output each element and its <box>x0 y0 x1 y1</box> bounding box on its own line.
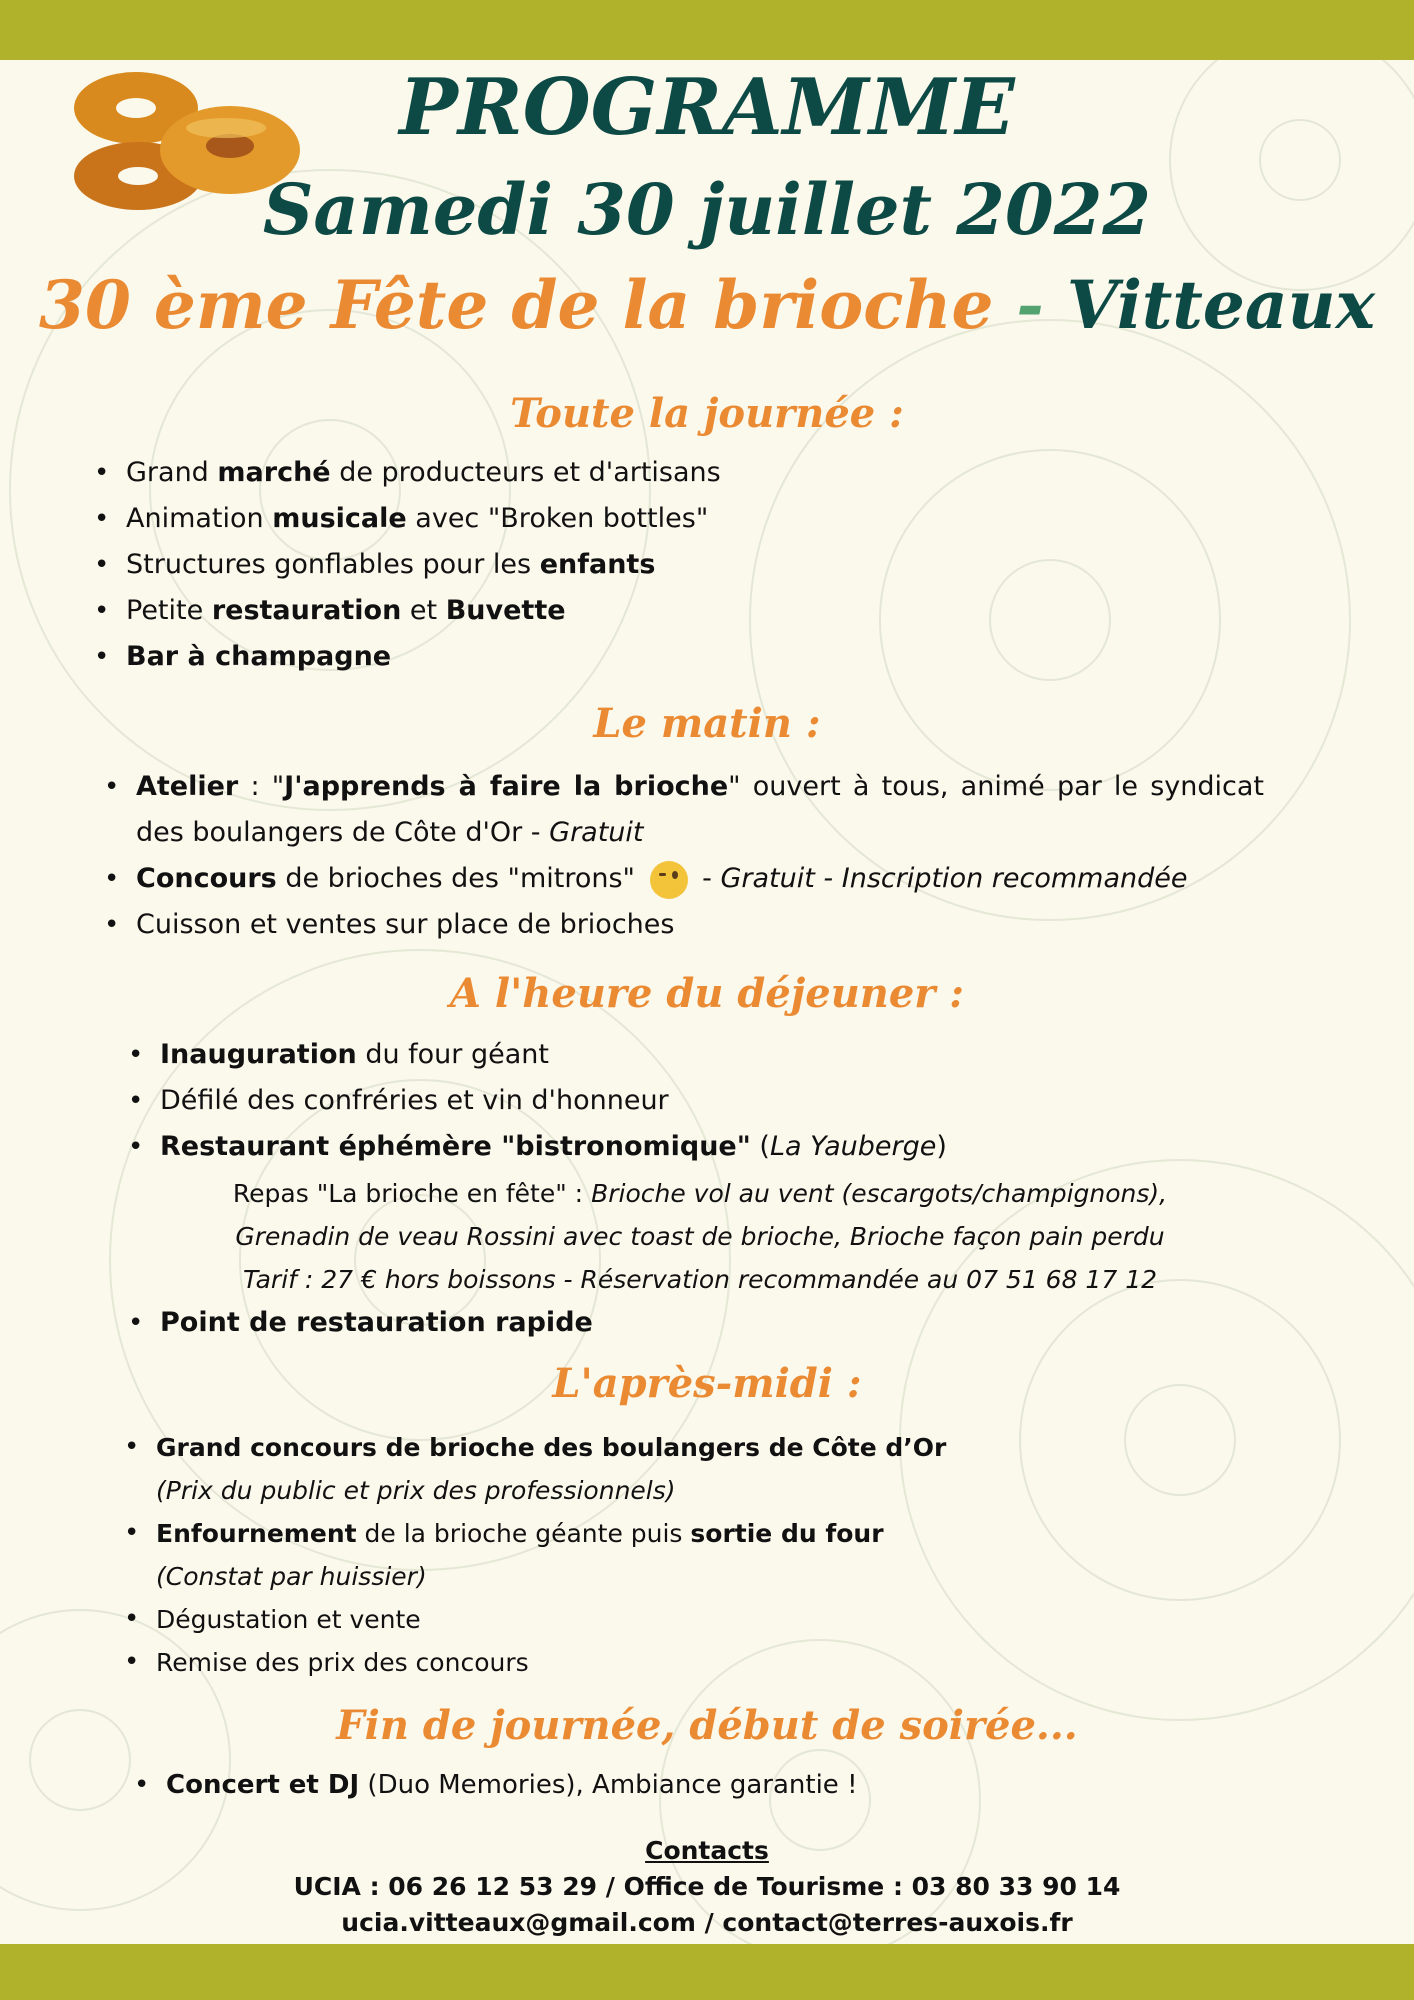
list-soiree <box>134 1762 858 1808</box>
list-dejeuner-2 <box>128 1300 593 1346</box>
list-item: • Restaurant éphémère "bistronomique" (La Yauberge) <box>128 1124 947 1170</box>
contacts-title: Contacts <box>645 1836 769 1865</box>
contacts-emails: ucia.vitteaux@gmail.com / contact@terres-auxois.fr <box>341 1908 1073 1937</box>
list-apresmidi <box>124 1426 946 1684</box>
list-item: • Animation musicale avec "Broken bottles" <box>94 496 721 542</box>
list-item: • Structures gonflables pour les enfants <box>94 542 721 588</box>
list-item: • Remise des prix des concours <box>124 1641 946 1684</box>
section-heading-journee: Toute la journée : <box>510 390 904 437</box>
list-item: • Concert et DJ (Duo Memories), Ambiance garantie ! <box>134 1762 858 1808</box>
list-item: • Inauguration du four géant <box>128 1032 947 1078</box>
event-date: Samedi 30 juillet 2022 <box>262 168 1152 251</box>
list-item: • Grand concours de brioche des boulangers de Côte d’Or (Prix du public et prix des professionnels) <box>124 1426 946 1512</box>
list-item: • Point de restauration rapide <box>128 1300 593 1346</box>
list-item: • Petite restauration et Buvette <box>94 588 721 634</box>
top-band <box>0 0 1414 60</box>
menu-description: Repas "La brioche en fête" : Brioche vol au vent (escargots/champignons), Grenadin de veau Rossini avec toast de brioche, Brioche façon pain perdu Tarif : 27 € hors boissons - Réservation recommandée au 07 51 68 17 12 <box>232 1179 1168 1294</box>
section-heading-dejeuner: A l'heure du déjeuner : <box>449 970 965 1017</box>
list-item: • Défilé des confréries et vin d'honneur <box>128 1078 947 1124</box>
event-name: 30 ème Fête de la brioche <box>39 266 994 344</box>
list-item: • Dégustation et vente <box>124 1598 946 1641</box>
list-dejeuner <box>128 1032 947 1170</box>
section-heading-apresmidi: L'après-midi : <box>552 1360 862 1407</box>
winking-face-emoji <box>650 861 688 899</box>
list-item: • Grand marché de producteurs et d'artisans <box>94 450 721 496</box>
event-town: Vitteaux <box>1066 266 1375 344</box>
section-heading-matin: Le matin : <box>593 700 821 747</box>
list-item: • Enfournement de la brioche géante puis sortie du four (Constat par huissier) <box>124 1512 946 1598</box>
event-title <box>0 266 1414 344</box>
list-item: • Cuisson et ventes sur place de brioches <box>104 902 1264 948</box>
contacts-phones: UCIA : 06 26 12 53 29 / Office de Tourisme : 03 80 33 90 14 <box>293 1872 1121 1901</box>
list-item: • Concours de brioches des "mitrons" - Gratuit - Inscription recommandée <box>104 856 1264 902</box>
list-matin <box>104 764 1264 948</box>
bottom-band <box>0 1944 1414 2000</box>
list-item: • Atelier : "J'apprends à faire la brioche" ouvert à tous, animé par le syndicat des boulangers de Côte d'Or - Gratuit <box>104 764 1264 856</box>
list-item: • Bar à champagne <box>94 634 721 680</box>
section-heading-soiree: Fin de journée, début de soirée... <box>336 1702 1078 1749</box>
page-title: PROGRAMME <box>399 62 1015 153</box>
title-separator: - <box>993 266 1067 344</box>
list-journee <box>94 450 721 680</box>
